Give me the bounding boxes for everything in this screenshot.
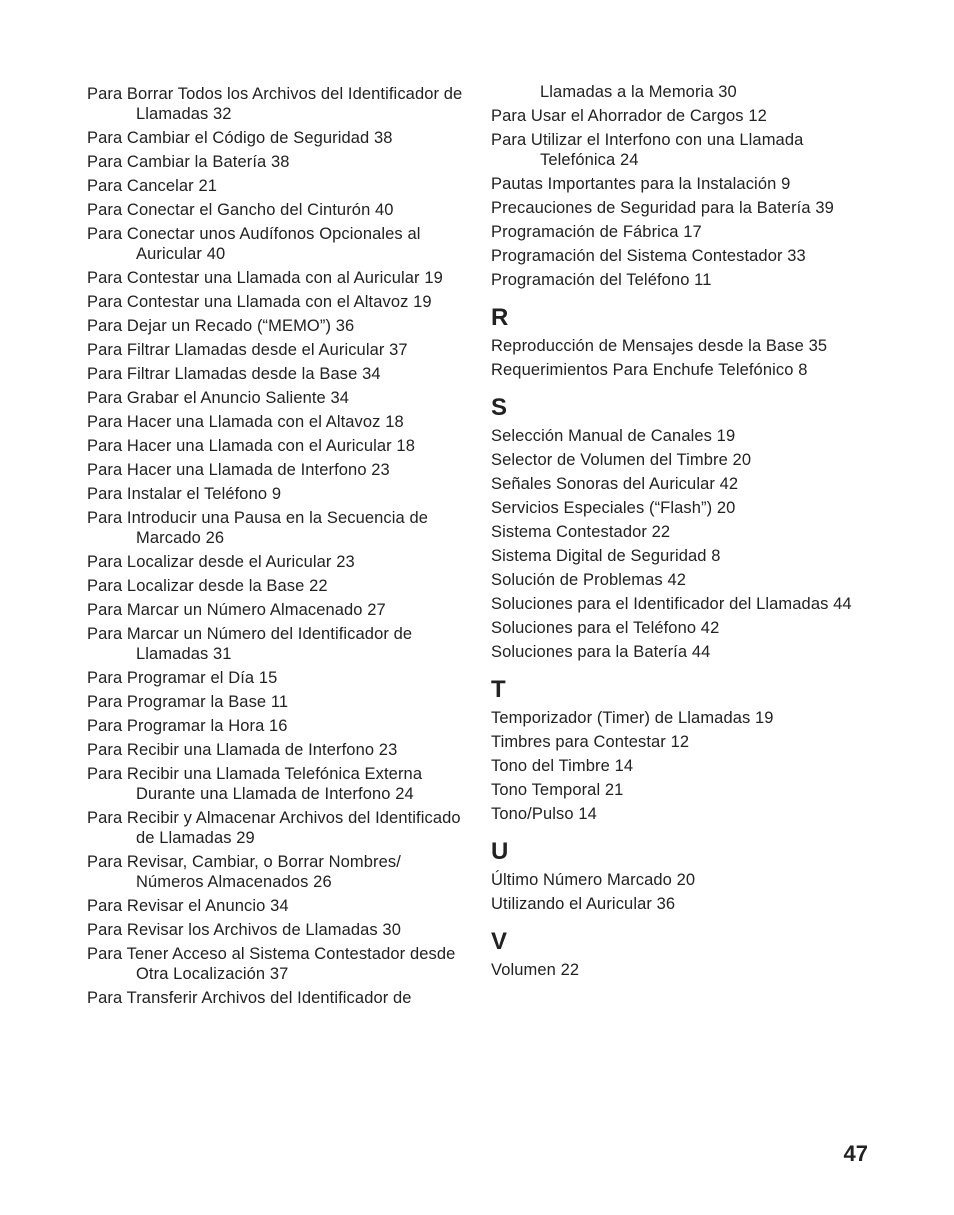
section-letter-heading: R xyxy=(491,304,509,331)
index-entry: Para Recibir y Almacenar Archivos del Identificado de Llamadas 29 xyxy=(87,809,461,847)
index-entry: Para Grabar el Anuncio Saliente 34 xyxy=(87,389,350,407)
index-letter-sections xyxy=(491,304,871,980)
index-entry: Requerimientos Para Enchufe Telefónico 8 xyxy=(491,361,808,379)
index-entry: Para Programar la Base 11 xyxy=(87,693,289,711)
index-entry: Volumen 22 xyxy=(491,961,580,979)
index-entry: Tono/Pulso 14 xyxy=(491,805,597,823)
index-entry: Para Introducir una Pausa en la Secuencia de Marcado 26 xyxy=(87,509,429,547)
index-entry: Para Localizar desde la Base 22 xyxy=(87,577,328,595)
index-section xyxy=(491,676,871,824)
index-entry: Señales Sonoras del Auricular 42 xyxy=(491,475,739,493)
index-entry: Reproducción de Mensajes desde la Base 35 xyxy=(491,337,828,355)
section-letter-heading: V xyxy=(491,928,508,955)
index-entry: Para Filtrar Llamadas desde el Auricular 37 xyxy=(87,341,408,359)
index-entry: Programación de Fábrica 17 xyxy=(491,223,702,241)
index-entry: Solución de Problemas 42 xyxy=(491,571,687,589)
index-entry: Para Usar el Ahorrador de Cargos 12 xyxy=(491,107,767,125)
index-entry: Para Instalar el Teléfono 9 xyxy=(87,485,282,503)
index-entry: Soluciones para la Batería 44 xyxy=(491,643,711,661)
index-entry: Sistema Digital de Seguridad 8 xyxy=(491,547,721,565)
index-entry: Selector de Volumen del Timbre 20 xyxy=(491,451,752,469)
index-entry: Soluciones para el Identificador del Llamadas 44 xyxy=(491,595,852,613)
index-entry: Para Cancelar 21 xyxy=(87,177,218,195)
index-entry: Pautas Importantes para la Instalación 9 xyxy=(491,175,791,193)
page-number: 47 xyxy=(843,1141,868,1166)
index-entry: Para Borrar Todos los Archivos del Identificador de Llamadas 32 xyxy=(87,85,463,123)
index-entry-continuation: Llamadas a la Memoria 30 xyxy=(540,83,737,101)
index-entry: Para Contestar una Llamada con el Altavoz 19 xyxy=(87,293,432,311)
index-entry: Para Conectar el Gancho del Cinturón 40 xyxy=(87,201,394,219)
index-entry: Último Número Marcado 20 xyxy=(491,871,696,889)
index-entry: Para Localizar desde el Auricular 23 xyxy=(87,553,355,571)
index-entry: Para Contestar una Llamada con al Auricular 19 xyxy=(87,269,443,287)
index-section xyxy=(491,394,871,662)
index-entry: Servicios Especiales (“Flash”) 20 xyxy=(491,499,736,517)
index-section xyxy=(491,304,871,380)
index-entry: Para Tener Acceso al Sistema Contestador desde Otra Localización 37 xyxy=(87,945,456,983)
index-entry: Para Marcar un Número Almacenado 27 xyxy=(87,601,386,619)
index-entry: Utilizando el Auricular 36 xyxy=(491,895,676,913)
index-entry: Para Revisar los Archivos de Llamadas 30 xyxy=(87,921,401,939)
section-letter-heading: U xyxy=(491,838,509,865)
index-entry: Sistema Contestador 22 xyxy=(491,523,671,541)
section-letter-heading: T xyxy=(491,676,506,703)
index-entry: Para Dejar un Recado (“MEMO”) 36 xyxy=(87,317,355,335)
index-entry: Temporizador (Timer) de Llamadas 19 xyxy=(491,709,774,727)
index-entry: Precauciones de Seguridad para la Batería 39 xyxy=(491,199,834,217)
index-entry: Para Hacer una Llamada con el Auricular 18 xyxy=(87,437,415,455)
section-letter-heading: S xyxy=(491,394,508,421)
index-section xyxy=(491,838,871,914)
index-entry: Para Revisar el Anuncio 34 xyxy=(87,897,289,915)
index-section xyxy=(491,928,871,980)
index-entry: Para Utilizar el Interfono con una Llamada Telefónica 24 xyxy=(491,131,804,169)
index-group-p xyxy=(491,106,871,290)
index-entry: Para Revisar, Cambiar, o Borrar Nombres/ Números Almacenados 26 xyxy=(87,853,401,891)
index-entry: Para Recibir una Llamada de Interfono 23 xyxy=(87,741,398,759)
index-entry: Para Filtrar Llamadas desde la Base 34 xyxy=(87,365,381,383)
index-entry: Para Programar el Día 15 xyxy=(87,669,278,687)
index-entry: Para Transferir Archivos del Identificador de xyxy=(87,989,412,1007)
index-entry: Para Marcar un Número del Identificador de Llamadas 31 xyxy=(87,625,413,663)
index-entry: Programación del Sistema Contestador 33 xyxy=(491,247,806,265)
index-entry: Programación del Teléfono 11 xyxy=(491,271,712,289)
index-entry: Para Hacer una Llamada con el Altavoz 18 xyxy=(87,413,404,431)
index-entry: Para Conectar unos Audífonos Opcionales al Auricular 40 xyxy=(87,225,421,263)
index-entry: Para Cambiar la Batería 38 xyxy=(87,153,290,171)
index-entry: Timbres para Contestar 12 xyxy=(491,733,690,751)
index-entry: Para Programar la Hora 16 xyxy=(87,717,288,735)
index-entry: Tono Temporal 21 xyxy=(491,781,624,799)
index-entry: Para Cambiar el Código de Seguridad 38 xyxy=(87,129,393,147)
index-right-column xyxy=(491,80,871,980)
index-entry: Selección Manual de Canales 19 xyxy=(491,427,736,445)
index-entry: Para Hacer una Llamada de Interfono 23 xyxy=(87,461,390,479)
index-entry: Tono del Timbre 14 xyxy=(491,757,634,775)
index-left-column xyxy=(87,80,467,1008)
index-entry: Soluciones para el Teléfono 42 xyxy=(491,619,720,637)
index-entry: Para Recibir una Llamada Telefónica Externa Durante una Llamada de Interfono 24 xyxy=(87,765,423,803)
